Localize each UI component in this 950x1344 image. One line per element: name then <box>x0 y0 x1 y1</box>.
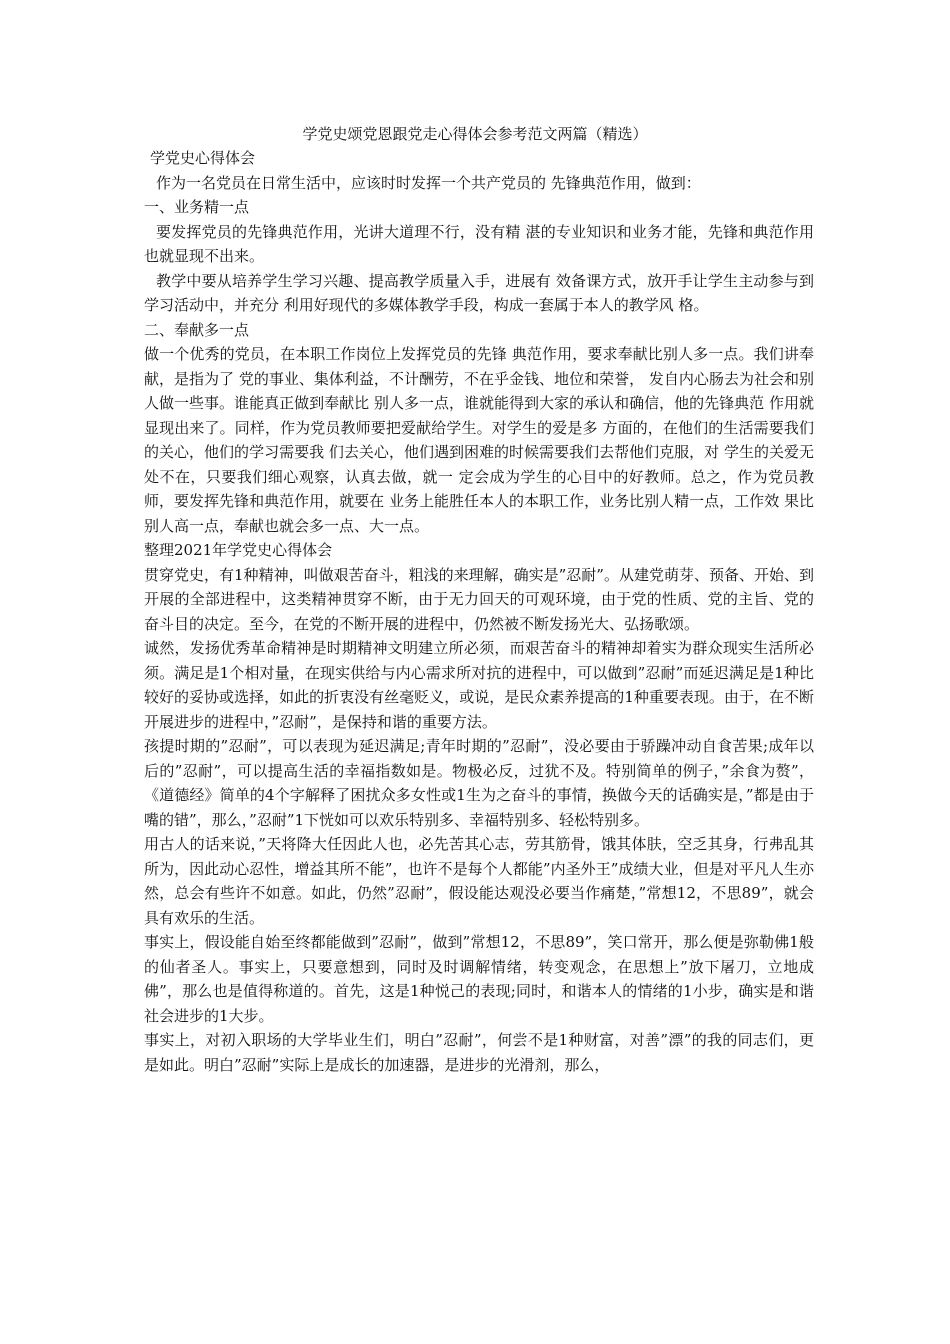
paragraph-body-2: 诚然，发扬优秀革命精神是时期精神文明建立所必须，而艰苦奋斗的精神却着实为群众现实生活所必须。满足是1个相对量，在现实供给与内心需求所对抗的进程中，可以做到”忍耐”而延迟满足是1种比较好的妥协或选择，如此的折衷没有丝毫贬义，或说，是民众素养提高的1种重要表现。由于，在不断开展进步的进程中，”忍耐”，是保持和谐的重要方法。 <box>144 639 814 731</box>
paragraph-intro: 作为一名党员在日常生活中，应该时时发挥一个共产党员的 先锋典范作用，做到： <box>156 173 701 192</box>
paragraph-body-5: 事实上，假设能自始至终都能做到”忍耐”，做到”常想12，不思89”，笑口常开，那么便是弥勒佛1般的仙者圣人。事实上，只要意想到，同时及时调解情绪，转变观念，在思想上”放下屠刀，立地成佛”，那么也是值得称道的。首先，这是1种悦己的表现;同时，和谐本人的情绪的1小步，确实是和谐社会进步的1大步。 <box>144 933 814 1025</box>
paragraph-section-title: 学党史心得体会 <box>150 149 256 167</box>
heading-dedication: 二、奉献多一点 <box>144 320 250 339</box>
paragraph-business-1: 要发挥党员的先锋典范作用，光讲大道理不行，没有精 湛的专业知识和业务才能，先锋和典范作用也就显现不出来。 <box>144 222 814 265</box>
paragraph-business-2: 教学中要从培养学生学习兴趣、提高教学质量入手，进展有 效备课方式，放开手让学生主动参与到学习活动中，并充分 利用好现代的多媒体教学手段，构成一套属于本人的教学风 格。 <box>144 271 814 314</box>
paragraph-body-6: 事实上，对初入职场的大学毕业生们，明白”忍耐”，何尝不是1种财富，对善”漂”的我的同志们，更是如此。明白”忍耐”实际上是成长的加速器，是进步的光滑剂，那么， <box>144 1031 814 1074</box>
paragraph-second-title: 整理2021年学党史心得体会 <box>144 541 333 559</box>
document-body <box>144 146 814 1077</box>
paragraph-body-1: 贯穿党史，有1种精神，叫做艰苦奋斗，粗浅的来理解，确实是”忍耐”。从建党萌芽、预备、开始、到开展的全部进程中，这类精神贯穿不断，由于无力回天的可观环境，由于党的性质、党的主旨、党的奋斗目的决定。至今，在党的不断开展的进程中，仍然被不断发扬光大、弘扬歌颂。 <box>144 565 814 633</box>
paragraph-body-4: 用古人的话来说，”天将降大任因此人也，必先苦其心志，劳其筋骨，饿其体肤，空乏其身，行弗乱其所为，因此动心忍性，增益其所不能”，也许不是每个人都能”内圣外王”成绩大业，但是对平凡人生亦然，总会有些许不如意。如此，仍然”忍耐”，假设能达观没必要当作痛楚，”常想12，不思89”，就会具有欢乐的生活。 <box>144 835 814 927</box>
paragraph-body-3: 孩提时期的”忍耐”，可以表现为延迟满足;青年时期的”忍耐”，没必要由于骄躁冲动自食苦果;成年以后的”忍耐”，可以提高生活的幸福指数如是。物极必反，过犹不及。特别简单的例子，”余食为赘”，《道德经》简单的4个字解释了困扰众多女性或1生为之奋斗的事情，换做今天的话确实是，”都是由于嘴的错”，那么，”忍耐”1下恍如可以欢乐特别多、幸福特别多、轻松特别多。 <box>144 737 814 829</box>
paragraph-dedication: 做一个优秀的党员，在本职工作岗位上发挥党员的先锋 典范作用，要求奉献比别人多一点。我们讲奉献，是指为了 党的事业、集体利益，不计酬劳，不在乎金钱、地位和荣誉， 发自内心肠去为社会和别人做一些事。谁能真正做到奉献比 别人多一点，谁就能得到大家的承认和确信，他的先锋典范 作用就显现出来了。同样，作为党员教师要把爱献给学生。对学生的爱是多 方面的，在他们的生活需要我们的关心，他们的学习需要我 们去关心，他们遇到困难的时候需要我们去帮他们克服，对 学生的关爱无处不在，只要我们细心观察，认真去做，就一 定会成为学生的心目中的好教师。总之，作为党员教师，要发挥先锋和典范作用，就要在 业务上能胜任本人的本职工作，业务比别人精一点，工作效 果比别人高一点，奉献也就会多一点、大一点。 <box>144 345 814 535</box>
heading-business: 一、业务精一点 <box>144 198 250 216</box>
document-title: 学党史颂党恩跟党走心得体会参考范文两篇（精选） <box>302 125 648 143</box>
